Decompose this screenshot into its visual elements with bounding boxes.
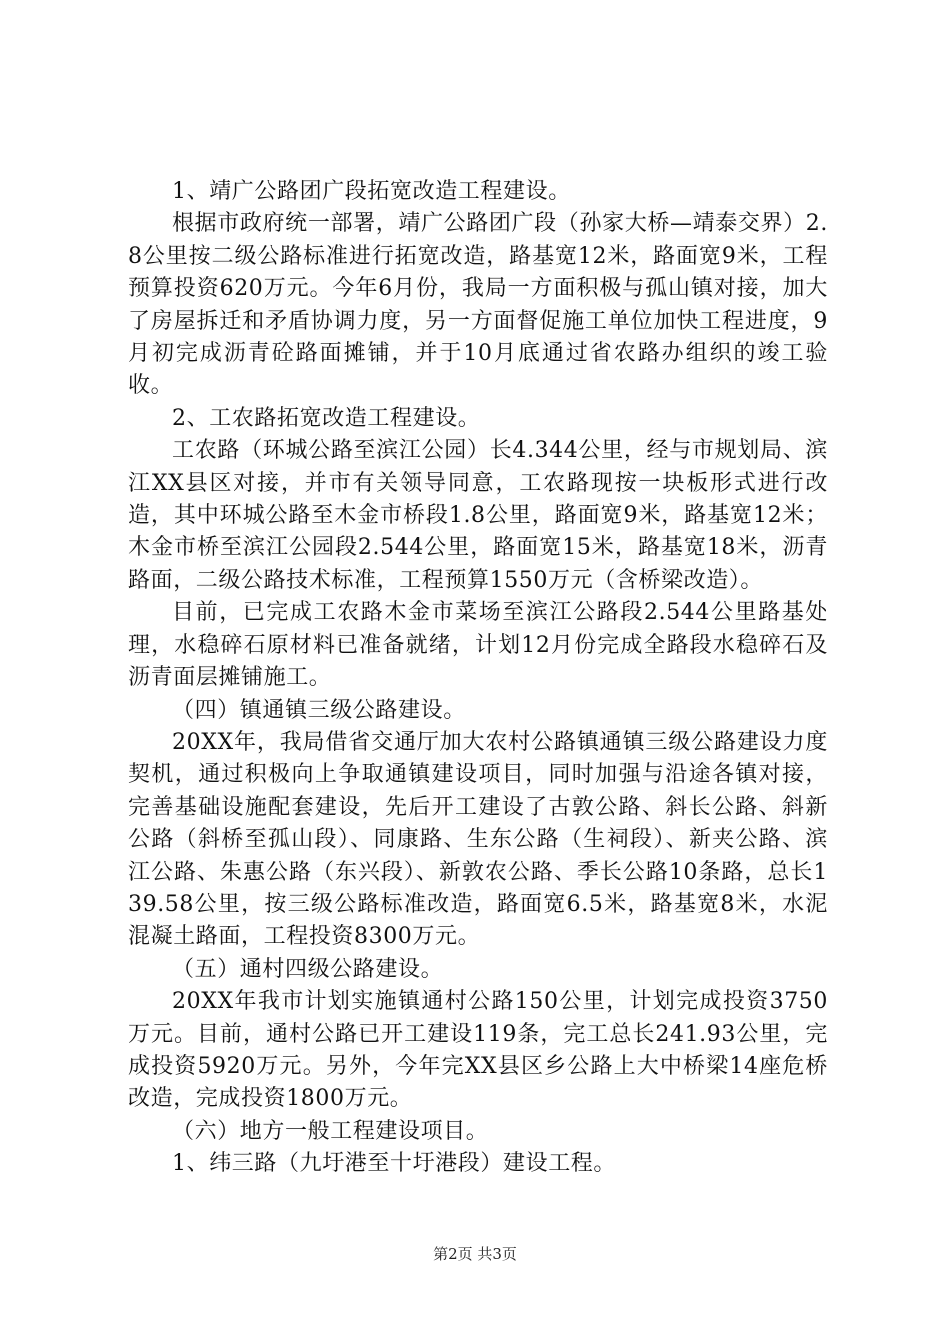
- paragraph-gongnong-road: 工农路（环城公路至滨江公园）长4.344公里，经与市规划局、滨江XX县区对接，并市有关领导同意，工农路现按一块板形式进行改造，其中环城公路至木金市桥段1.8公里，路面宽9米，路基宽12米；木金市桥至滨江公园段2.544公里，路面宽15米，路基宽18米，沥青路面，二级公路技术标准，工程预算1550万元（含桥梁改造）。: [128, 438, 828, 593]
- paragraph-village-roads: 20XX年我市计划实施镇通村公路150公里，计划完成投资3750万元。目前，通村公路已开工建设119条，完工总长241.93公里，完成投资5920万元。另外，今年完XX县区乡公路上大中桥梁14座危桥改造，完成投资1800万元。: [128, 989, 828, 1112]
- heading-weisan-road: 1、纬三路（九圩港至十圩港段）建设工程。: [172, 1151, 616, 1177]
- heading-village-roads: （五）通村四级公路建设。: [172, 956, 444, 982]
- heading-gongnong-road: 2、工农路拓宽改造工程建设。: [172, 405, 481, 431]
- paragraph-jingguang-road: 根据市政府统一部署，靖广公路团广段（孙家大桥—靖泰交界）2.8公里按二级公路标准进行拓宽改造，路基宽12米，路面宽9米，工程预算投资620万元。今年6月份，我局一方面积极与孤山镇对接，加大了房屋拆迁和矛盾协调力度，另一方面督促施工单位加快工程进度，9月初完成沥青砼路面摊铺，并于10月底通过省农路办组织的竣工验收。: [128, 211, 828, 399]
- heading-local-projects: （六）地方一般工程建设项目。: [172, 1118, 489, 1144]
- page-footer: 第2页 共3页: [433, 1245, 517, 1263]
- paragraph-gongnong-progress: 目前，已完成工农路木金市菜场至滨江公路段2.544公里路基处理，水稳碎石原材料已准备就绪，计划12月份完成全路段水稳碎石及沥青面层摊铺施工。: [128, 600, 828, 691]
- document-body: [128, 176, 828, 1181]
- paragraph-town-roads: 20XX年，我局借省交通厅加大农村公路镇通镇三级公路建设力度契机，通过积极向上争取通镇建设项目，同时加强与沿途各镇对接，完善基础设施配套建设，先后开工建设了古敦公路、斜长公路、斜新公路（斜桥至孤山段）、同康路、生东公路（生祠段）、新夹公路、滨江公路、朱惠公路（东兴段）、新敦农公路、季长公路10条路，总长139.58公里，按三级公路标准改造，路面宽6.5米，路基宽8米，水泥混凝土路面，工程投资8300万元。: [128, 729, 828, 950]
- heading-jingguang-road: 1、靖广公路团广段拓宽改造工程建设。: [172, 179, 571, 204]
- heading-town-roads: （四）镇通镇三级公路建设。: [172, 697, 466, 723]
